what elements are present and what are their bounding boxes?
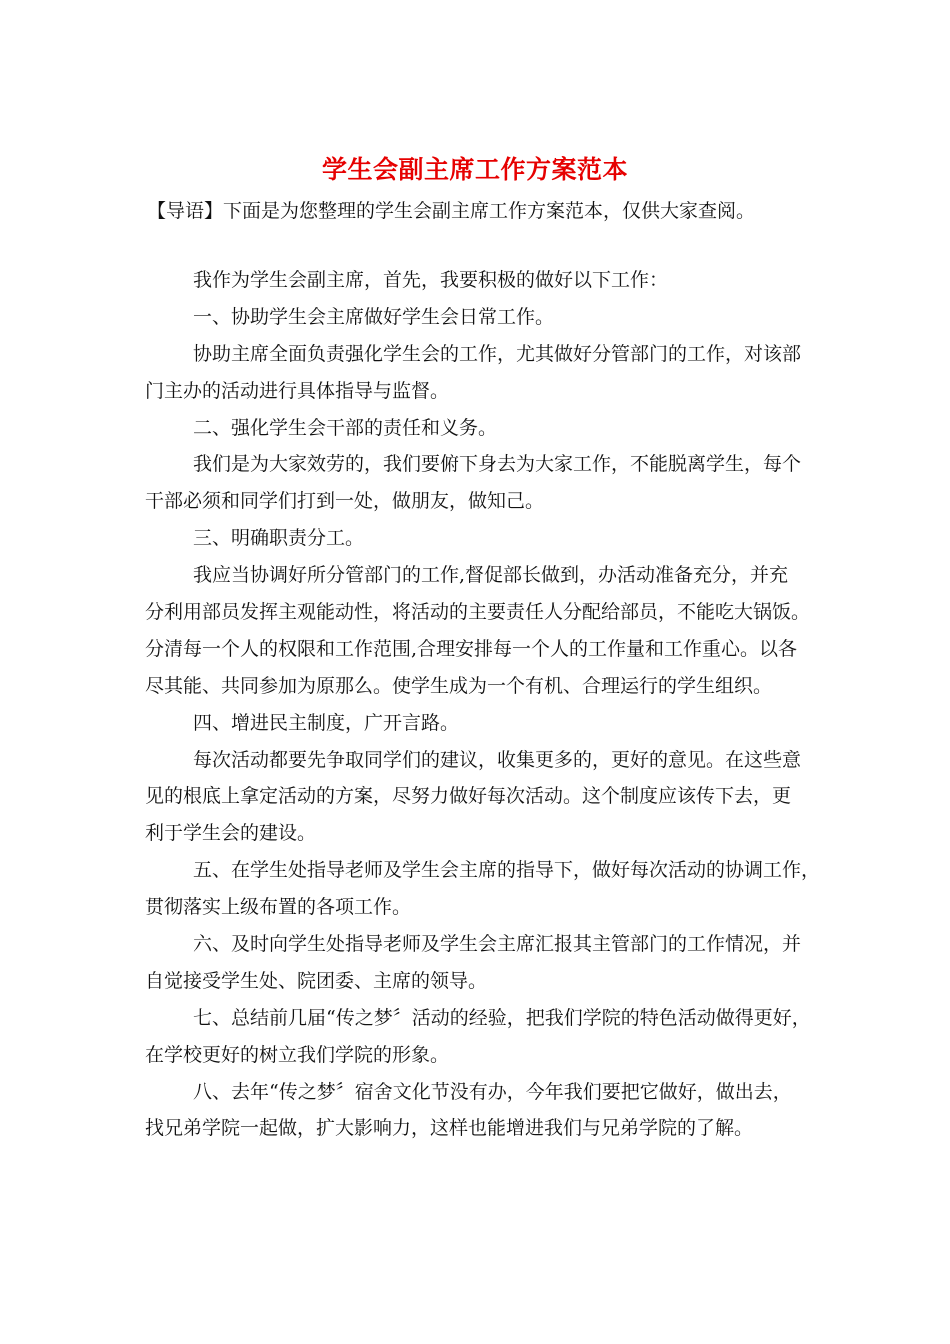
section-heading: 一、协助学生会主席做好学生会日常工作。 — [193, 305, 555, 328]
intro-paragraph: 【导语】下面是为您整理的学生会副主席工作方案范本，仅供大家查阅。 — [147, 200, 756, 222]
paragraph-line: 我们是为大家效劳的，我们要俯下身去为大家工作，不能脱离学生，每个 — [193, 453, 802, 476]
paragraph-line: 协助主席全面负责强化学生会的工作，尤其做好分管部门的工作，对该部 — [193, 342, 802, 365]
paragraph-line: 门主办的活动进行具体指导与监督。 — [145, 379, 450, 402]
document-body — [145, 266, 821, 1151]
paragraph-line: 见的根底上拿定活动的方案，尽努力做好每次活动。这个制度应该传下去，更 — [145, 785, 792, 808]
paragraph-line: 利于学生会的建设。 — [145, 822, 317, 845]
section-heading: 六、及时向学生处指导老师及学生会主席汇报其主管部门的工作情况，并 — [193, 933, 802, 956]
section-heading: 五、在学生处指导老师及学生会主席的指导下，做好每次活动的协调工作， — [193, 859, 821, 882]
paragraph-line: 我应当协调好所分管部门的工作,督促部长做到，办活动准备充分，并充 — [193, 564, 789, 587]
section-heading: 三、明确职责分工。 — [193, 527, 365, 550]
section-heading: 八、去年“传之梦〞宿舍文化节没有办，今年我们要把它做好，做出去， — [193, 1080, 792, 1103]
section-heading: 四、增进民主制度，广开言路。 — [193, 711, 460, 734]
paragraph-line: 分利用部员发挥主观能动性，将活动的主要责任人分配给部员，不能吃大锅饭。 — [145, 601, 811, 624]
paragraph-line: 在学校更好的树立我们学院的形象。 — [145, 1043, 450, 1066]
paragraph-line: 尽其能、共同参加为原那么。使学生成为一个有机、合理运行的学生组织。 — [145, 674, 773, 697]
paragraph-line: 干部必须和同学们打到一处，做朋友，做知己。 — [145, 490, 545, 513]
paragraph-line: 贯彻落实上级布置的各项工作。 — [145, 896, 412, 919]
paragraph-line: 每次活动都要先争取同学们的建议，收集更多的，更好的意见。在这些意 — [193, 748, 802, 771]
paragraph-line: 找兄弟学院一起做，扩大影响力，这样也能增进我们与兄弟学院的了解。 — [145, 1117, 754, 1140]
paragraph-line: 自觉接受学生处、院团委、主席的领导。 — [145, 969, 488, 992]
paragraph-line: 分清每一个人的权限和工作范围,合理安排每一个人的工作量和工作重心。以各 — [145, 637, 798, 660]
section-heading: 二、强化学生会干部的责任和义务。 — [193, 416, 498, 439]
paragraph-line: 我作为学生会副主席，首先，我要积极的做好以下工作： — [193, 269, 669, 291]
section-heading: 七、总结前几届“传之梦〞活动的经验，把我们学院的特色活动做得更好， — [193, 1006, 811, 1029]
document-title: 学生会副主席工作方案范本 — [321, 155, 628, 184]
